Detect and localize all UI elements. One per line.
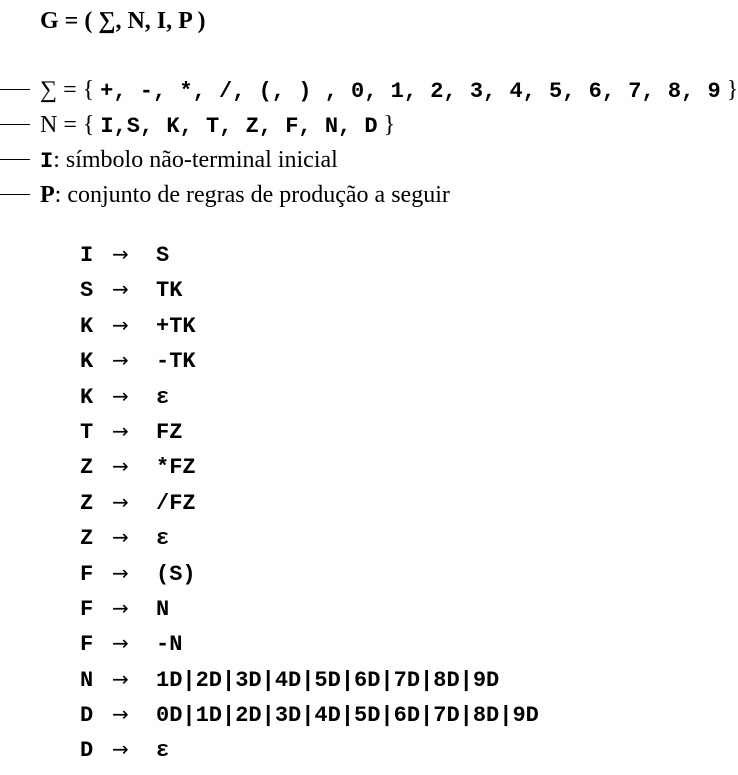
rule-lhs: K — [80, 313, 94, 339]
rule-lhs: Z — [80, 455, 94, 481]
rule-rhs: 0D|1D|2D|3D|4D|5D|6D|7D|8D|9D — [156, 703, 539, 729]
rule-lhs: Z — [80, 526, 94, 552]
production-rule — [80, 555, 539, 590]
rule-rhs: -TK — [156, 349, 196, 375]
nonterminals-definition — [0, 109, 395, 141]
dash-marker — [0, 159, 30, 160]
rule-rhs: ε — [156, 738, 170, 764]
arrow-icon: → — [112, 631, 129, 656]
production-rules — [80, 236, 539, 767]
arrow-icon: → — [112, 418, 129, 443]
arrow-icon: → — [112, 242, 129, 266]
rule-rhs: -N — [156, 632, 183, 658]
production-rule — [80, 378, 539, 413]
arrow-icon: → — [112, 702, 129, 727]
dash-marker — [0, 124, 30, 125]
rules-definition — [0, 179, 450, 211]
arrow-icon: → — [112, 277, 129, 302]
rule-rhs: N — [156, 596, 170, 622]
arrow-icon: → — [112, 525, 129, 550]
rule-lhs: F — [80, 561, 94, 587]
initial-symbol: I — [40, 149, 54, 174]
production-rule — [80, 448, 539, 483]
nonterminals-symbols: I,S, K, T, Z, F, N, D — [100, 114, 378, 139]
dash-marker — [0, 89, 30, 90]
rules-symbol: P — [40, 182, 55, 208]
production-rule — [80, 661, 539, 696]
rule-lhs: Z — [80, 490, 94, 516]
arrow-icon: → — [112, 348, 129, 373]
production-rule — [80, 413, 539, 448]
rule-lhs: K — [80, 384, 94, 410]
rule-rhs: +TK — [156, 313, 196, 339]
rule-lhs: T — [80, 419, 94, 445]
nonterminals-close: } — [383, 112, 396, 138]
production-rule — [80, 696, 539, 731]
production-rule — [80, 307, 539, 342]
arrow-icon: → — [112, 489, 129, 514]
rule-rhs: FZ — [156, 419, 183, 445]
arrow-icon: → — [112, 312, 129, 337]
rule-lhs: D — [80, 738, 94, 764]
rule-lhs: N — [80, 667, 94, 693]
rule-lhs: I — [80, 243, 94, 268]
production-rule — [80, 236, 539, 271]
production-rule — [80, 625, 539, 660]
production-rule — [80, 519, 539, 554]
production-rule — [80, 271, 539, 306]
rule-lhs: D — [80, 703, 94, 729]
rule-rhs: ε — [156, 526, 170, 552]
grammar-title: G = ( ∑, N, I, P ) — [40, 8, 206, 34]
production-rule — [80, 590, 539, 625]
sigma-symbols: +, -, *, /, (, ) , 0, 1, 2, 3, 4, 5, 6, 7, 8, 9 — [100, 79, 721, 104]
rule-rhs: (S) — [156, 561, 196, 587]
rule-rhs: ε — [156, 384, 170, 410]
arrow-icon: → — [112, 383, 129, 408]
rule-lhs: S — [80, 278, 94, 304]
rule-lhs: K — [80, 349, 94, 375]
arrow-icon: → — [112, 666, 129, 691]
production-rule — [80, 731, 539, 766]
dash-marker — [0, 194, 30, 195]
rule-lhs: F — [80, 632, 94, 658]
nonterminals-label: N = { — [40, 112, 95, 138]
arrow-icon: → — [112, 595, 129, 620]
production-rule — [80, 484, 539, 519]
rules-text: : conjunto de regras de produção a seguir — [54, 182, 450, 208]
rule-lhs: F — [80, 596, 94, 622]
rule-rhs: *FZ — [156, 455, 196, 481]
initial-text: : símbolo não-terminal inicial — [53, 147, 338, 173]
production-rule — [80, 342, 539, 377]
sigma-label: ∑ = { — [40, 77, 95, 103]
rule-rhs: /FZ — [156, 490, 196, 516]
rule-rhs: S — [156, 243, 170, 268]
rule-rhs: 1D|2D|3D|4D|5D|6D|7D|8D|9D — [156, 667, 500, 693]
initial-definition — [0, 144, 338, 176]
arrow-icon: → — [112, 454, 129, 479]
rule-rhs: TK — [156, 278, 183, 304]
arrow-icon: → — [112, 737, 129, 762]
arrow-icon: → — [112, 560, 129, 585]
sigma-definition — [0, 74, 738, 106]
sigma-close: } — [726, 77, 738, 103]
